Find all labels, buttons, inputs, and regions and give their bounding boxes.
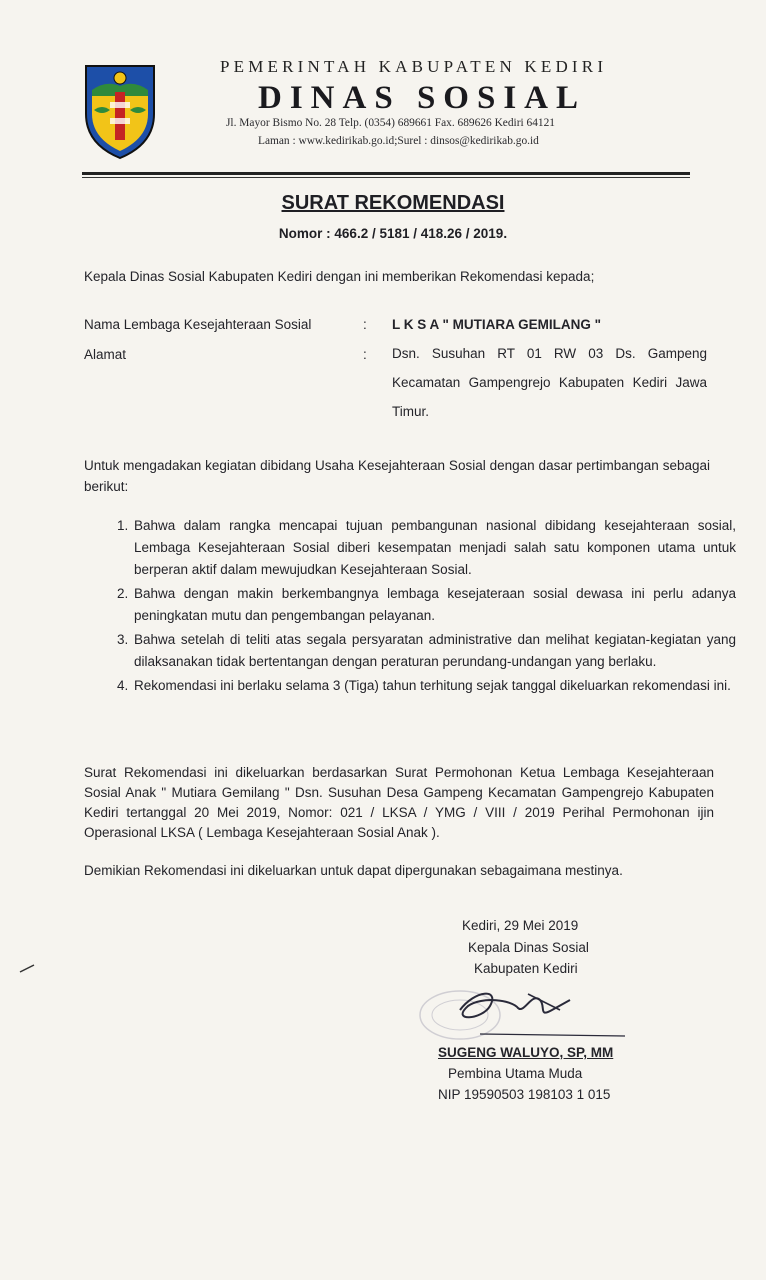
signatory-nip: NIP 19590503 198103 1 015: [438, 1087, 611, 1102]
list-item: 2. Bahwa dengan makin berkembangnya lembaga kesejateraan sosial dewasa ini perlu adanya peningkatan mutu dan pengembangan pelayanan.: [132, 583, 736, 627]
basis-paragraph: Surat Rekomendasi ini dikeluarkan berdasarkan Surat Permohonan Ketua Lembaga Kesejahteraan Sosial Anak " Mutiara Gemilang " Dsn. Susuhan Desa Gampeng Kecamatan Gampengrejo Kabupaten Kediri tertanggal 20 Mei 2019, Nomor: 021 / LKSA / YMG / VIII / 2019 Perihal Permohonan ijin Operasional LKSA ( Lembaga Kesejahteraan Sosial Anak ).: [84, 765, 714, 840]
consideration-list: [110, 515, 736, 699]
signature-position: Kepala Dinas Sosial: [468, 940, 589, 955]
handwritten-signature: [420, 970, 640, 1040]
kediri-coat-of-arms-logo: [84, 62, 156, 160]
field-colon: :: [363, 317, 367, 332]
office-address: Jl. Mayor Bismo No. 28 Telp. (0354) 689661 Fax. 689626 Kediri 64121: [226, 117, 555, 129]
list-item: 3. Bahwa setelah di teliti atas segala persyaratan administrative dan melihat kegiatan-kegiatan yang dilaksanakan tidak bertentangan dengan peraturan perundang-undangan yang berlaku.: [132, 629, 736, 673]
document-title: SURAT REKOMENDASI: [281, 192, 505, 214]
signatory-name: SUGENG WALUYO, SP, MM: [438, 1045, 614, 1060]
field-colon: :: [363, 347, 367, 362]
field-label-institution: Nama Lembaga Kesejahteraan Sosial: [84, 317, 312, 332]
closing-paragraph: Demikian Rekomendasi ini dikeluarkan untuk dapat dipergunakan sebagaimana mestinya.: [84, 863, 623, 878]
field-label-address: Alamat: [84, 347, 127, 362]
field-value-institution: L K S A " MUTIARA GEMILANG ": [392, 317, 602, 332]
field-value-address: Dsn. Susuhan RT 01 RW 03 Ds. Gampeng Kecamatan Gampengrejo Kabupaten Kediri Jawa Timur.: [392, 346, 707, 419]
list-item: 1. Bahwa dalam rangka mencapai tujuan pembangunan nasional dibidang kesejahteraan sosial, Lembaga Kesejahteraan Sosial diberi kesempatan menjadi salah satu komponen utama untuk berperan aktif dalam mewujudkan Kesejahteraan Sosial.: [132, 515, 736, 581]
office-name: DINAS SOSIAL: [258, 80, 586, 116]
intro-paragraph: Kepala Dinas Sosial Kabupaten Kediri dengan ini memberikan Rekomendasi kepada;: [84, 269, 595, 284]
government-name: PEMERINTAH KABUPATEN KEDIRI: [220, 57, 608, 76]
letterhead-divider-thin: [82, 177, 690, 178]
letterhead-divider: [82, 172, 690, 175]
signature-place-date: Kediri, 29 Mei 2019: [462, 918, 579, 933]
pen-mark: [18, 962, 38, 974]
office-website: Laman : www.kedirikab.go.id;Surel : dinsos@kedirikab.go.id: [258, 135, 539, 147]
signatory-rank: Pembina Utama Muda: [448, 1066, 583, 1081]
consideration-paragraph: Untuk mengadakan kegiatan dibidang Usaha Kesejahteraan Sosial dengan dasar pertimbangan sebagai berikut:: [84, 458, 710, 494]
signature-position-region: Kabupaten Kediri: [474, 961, 578, 976]
list-item: 4. Rekomendasi ini berlaku selama 3 (Tiga) tahun terhitung sejak tanggal dikeluarkan rekomendasi ini.: [132, 675, 736, 697]
document-number: Nomor : 466.2 / 5181 / 418.26 / 2019.: [278, 226, 508, 241]
